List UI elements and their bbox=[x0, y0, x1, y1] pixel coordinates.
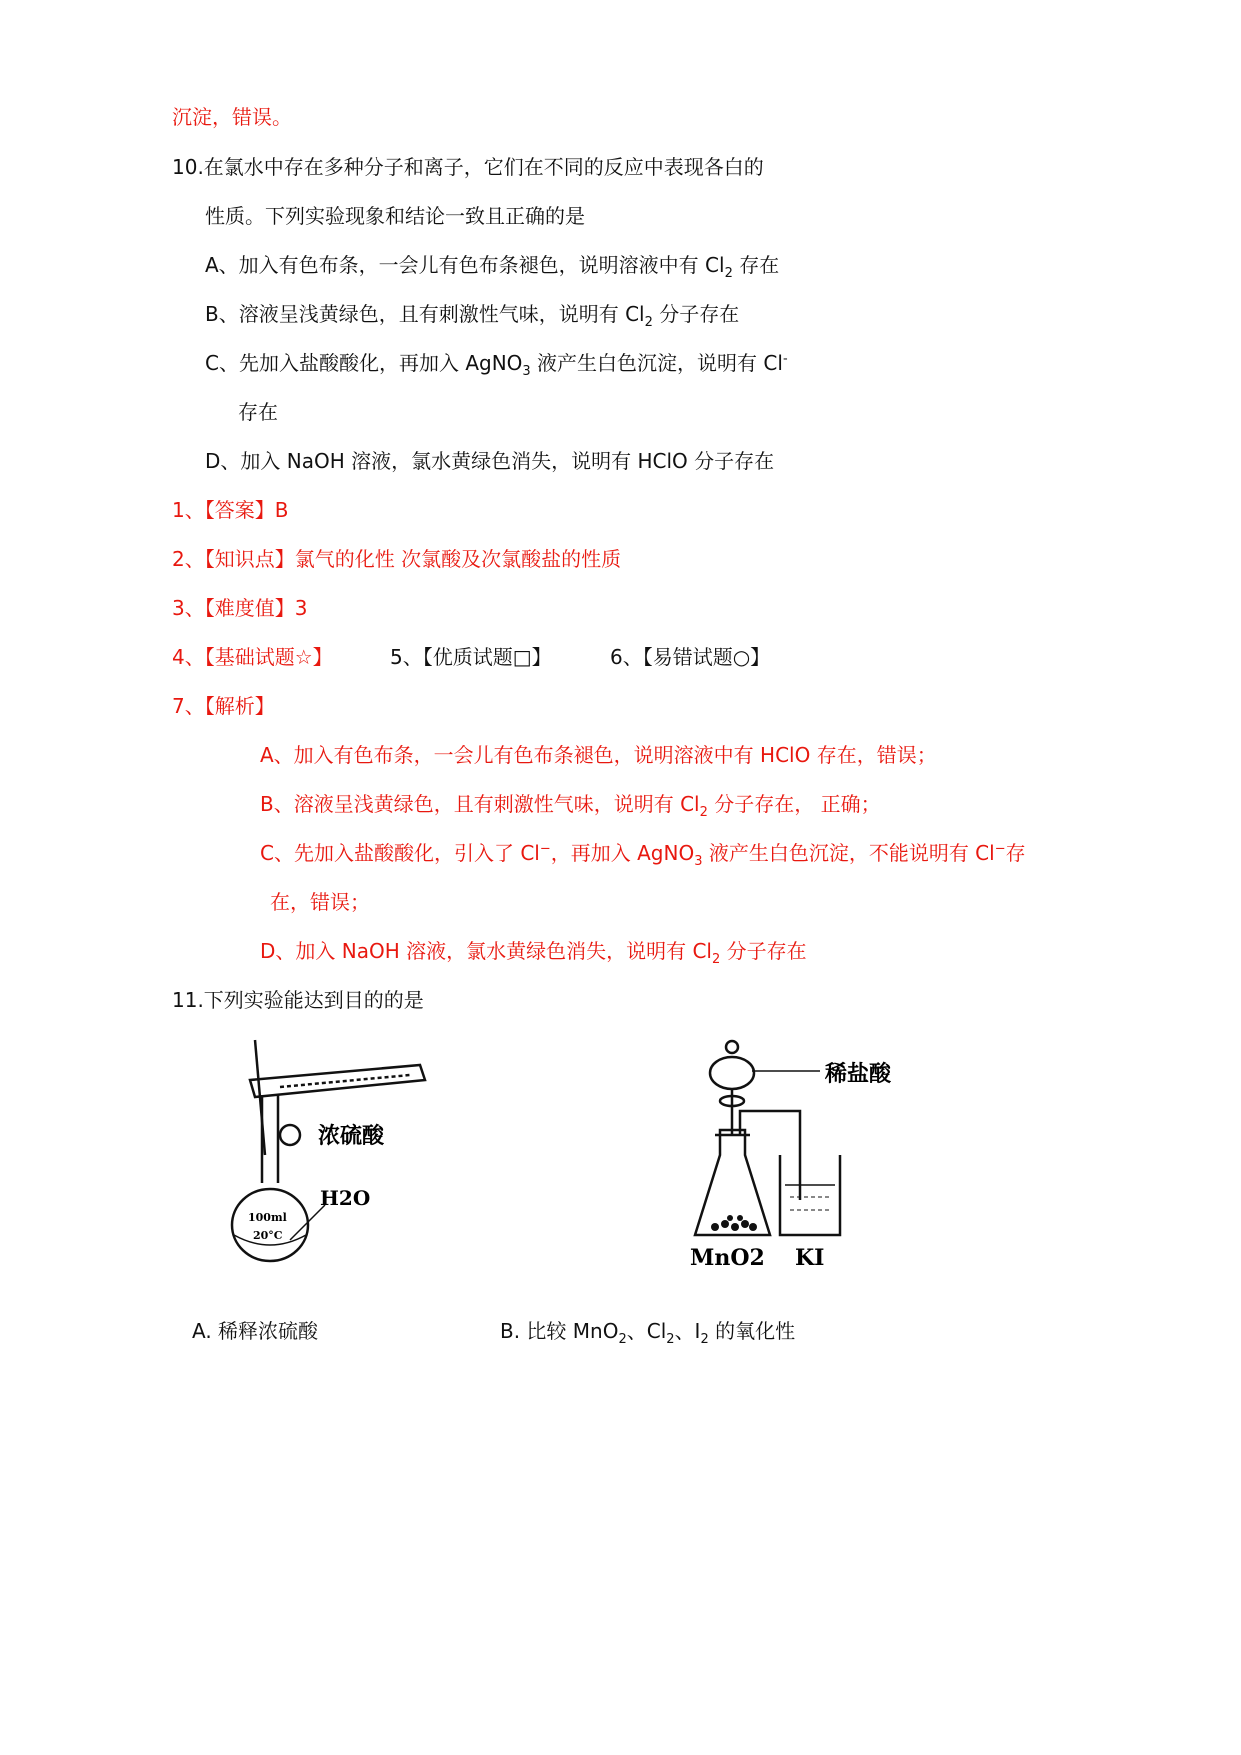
option-c-superscript: - bbox=[782, 351, 788, 367]
question-10-stem-line1: 10.在氯水中存在多种分子和离子，它们在不同的反应中表现各白的 bbox=[172, 155, 764, 179]
option-b-subscript: 2 bbox=[644, 315, 653, 330]
question-11-option-b bbox=[500, 1318, 796, 1347]
label-concentrated-sulfuric-acid: 浓硫酸 bbox=[318, 1123, 385, 1149]
q11-option-b-mid2: 、I bbox=[674, 1319, 701, 1343]
basic-question-tag: 4、【基础试题☆】 bbox=[172, 645, 333, 669]
separatory-funnel bbox=[710, 1057, 754, 1089]
error-prone-question-tag: 6、【易错试题○】 bbox=[610, 645, 771, 669]
analysis-option-c-line2: 在，错误； bbox=[270, 890, 370, 914]
option-a-text: A、加入有色布条，一会儿有色布条褪色，说明溶液中有 Cl bbox=[205, 253, 725, 277]
q11-option-b-sub1: 2 bbox=[618, 1332, 627, 1347]
analysis-c-subscript: 3 bbox=[694, 854, 703, 869]
label-dilute-hydrochloric-acid: 稀盐酸 bbox=[825, 1061, 892, 1087]
option-c-mid: 液产生白色沉淀，说明有 Cl bbox=[530, 351, 783, 375]
analysis-option-a: A、加入有色布条，一会儿有色布条褪色，说明溶液中有 HClO 存在，错误； bbox=[260, 743, 937, 767]
label-mno2: MnO2 bbox=[690, 1245, 765, 1271]
option-a-subscript: 2 bbox=[724, 266, 733, 281]
question-10-option-d: D、加入 NaOH 溶液，氯水黄绿色消失，说明有 HClO 分子存在 bbox=[205, 449, 775, 473]
analysis-c-mid2: 液产生白色沉淀，不能说明有 Cl bbox=[702, 841, 995, 865]
beaker bbox=[780, 1155, 840, 1235]
analysis-d-subscript: 2 bbox=[712, 952, 721, 967]
figure-b-oxidation-apparatus bbox=[690, 1035, 950, 1275]
analysis-c-tail: 存 bbox=[1005, 841, 1026, 865]
quality-question-tag: 5、【优质试题□】 bbox=[390, 645, 552, 669]
option-b-tail: 分子存在 bbox=[652, 302, 740, 326]
difficulty-line: 3、【难度值】3 bbox=[172, 596, 308, 620]
question-10-stem-line2: 性质。下列实验现象和结论一致且正确的是 bbox=[205, 204, 585, 228]
q11-option-b-mid1: 、Cl bbox=[626, 1319, 667, 1343]
analysis-option-c bbox=[260, 840, 1026, 869]
q11-option-b-sub2: 2 bbox=[666, 1332, 675, 1347]
answer-line: 1、【答案】B bbox=[172, 498, 289, 522]
label-water: H2O bbox=[320, 1186, 371, 1210]
option-a-tail: 存在 bbox=[732, 253, 780, 277]
flask-volume-text: 100ml bbox=[248, 1211, 287, 1224]
volumetric-flask bbox=[232, 1189, 308, 1261]
knowledge-point-line: 2、【知识点】氯气的化性 次氯酸及次氯酸盐的性质 bbox=[172, 547, 622, 571]
q11-option-b-text: B. 比较 MnO bbox=[500, 1319, 619, 1343]
analysis-option-d bbox=[260, 938, 807, 967]
previous-answer-tail: 沉淀，错误。 bbox=[172, 105, 292, 129]
question-10-option-b bbox=[205, 301, 740, 330]
question-11-option-a: A. 稀释浓硫酸 bbox=[192, 1319, 319, 1343]
analysis-b-subscript: 2 bbox=[699, 805, 708, 820]
analysis-c-text: C、先加入盐酸酸化，引入了 Cl bbox=[260, 841, 540, 865]
question-11-stem: 11.下列实验能达到目的的是 bbox=[172, 988, 424, 1012]
analysis-c-mid: ，再加入 AgNO bbox=[550, 841, 695, 865]
option-c-text: C、先加入盐酸酸化，再加入 AgNO bbox=[205, 351, 523, 375]
q11-option-b-sub3: 2 bbox=[700, 1332, 709, 1347]
question-10-option-a bbox=[205, 252, 780, 281]
mno2-solid bbox=[711, 1215, 757, 1231]
analysis-b-text: B、溶液呈浅黄绿色，且有刺激性气味，说明有 Cl bbox=[260, 792, 700, 816]
flask-temperature-text: 20°C bbox=[253, 1229, 283, 1242]
option-b-text: B、溶液呈浅黄绿色，且有刺激性气味，说明有 Cl bbox=[205, 302, 645, 326]
question-10-option-c bbox=[205, 350, 788, 379]
q11-option-b-tail: 的氧化性 bbox=[708, 1319, 796, 1343]
analysis-d-text: D、加入 NaOH 溶液，氯水黄绿色消失，说明有 Cl bbox=[260, 939, 712, 963]
analysis-heading: 7、【解析】 bbox=[172, 694, 275, 718]
question-10-option-c-line2: 存在 bbox=[238, 400, 278, 424]
analysis-option-b bbox=[260, 791, 881, 820]
analysis-d-tail: 分子存在 bbox=[720, 939, 807, 963]
analysis-b-tail: 分子存在， 正确； bbox=[707, 792, 881, 816]
label-ki: KI bbox=[795, 1245, 825, 1271]
option-c-subscript: 3 bbox=[522, 364, 531, 379]
delivery-tube bbox=[740, 1111, 800, 1200]
analysis-c-superscript-1: − bbox=[539, 841, 551, 857]
analysis-c-superscript-2: − bbox=[994, 841, 1006, 857]
figure-a-dilution-apparatus bbox=[220, 1035, 450, 1275]
